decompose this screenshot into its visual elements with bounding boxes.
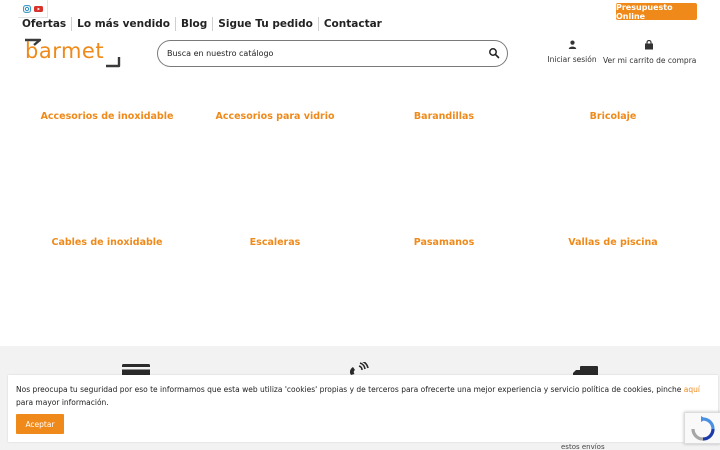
top-navigation — [18, 16, 387, 32]
nav-contactar[interactable]: Contactar — [318, 17, 387, 31]
login-label: Iniciar sesión — [547, 55, 597, 64]
user-icon — [568, 40, 577, 49]
nav-ofertas[interactable]: Ofertas — [22, 18, 67, 30]
cart-link[interactable] — [603, 40, 695, 68]
cookie-message — [16, 383, 706, 409]
search-icon[interactable] — [488, 47, 500, 59]
phone-signal-icon — [348, 362, 372, 376]
cookie-text-end: para mayor información. — [16, 398, 109, 407]
category-cables-de-inoxidable[interactable]: Cables de inoxidable — [51, 237, 163, 248]
recaptcha-badge[interactable] — [684, 412, 720, 444]
top-bar — [0, 0, 720, 36]
barmet-logo[interactable] — [22, 38, 124, 70]
category-vallas-de-piscina[interactable]: Vallas de piscina — [568, 237, 658, 248]
category-barandillas[interactable]: Barandillas — [413, 111, 475, 122]
shopping-bag-icon — [644, 40, 654, 50]
footer-shipping-text: estos envíos — [561, 443, 605, 450]
cookie-text-start: Nos preocupa tu seguridad por eso te informamos que esta web utiliza 'cookies' propias y de terceros para ofrecerte una mejor experiencia y servicio política de cookies, pinche — [16, 385, 684, 394]
logo-swoosh — [22, 38, 124, 70]
category-accesorios-para-vidrio[interactable]: Accesorios para vidrio — [215, 111, 335, 122]
online-quote-button[interactable]: Presupuesto Online — [616, 3, 697, 20]
category-escaleras[interactable]: Escaleras — [249, 237, 301, 248]
recaptcha-icon — [690, 416, 716, 442]
logo-text: barmet — [25, 39, 105, 63]
cookie-banner — [8, 375, 718, 442]
cart-label: Ver mi carrito de compra — [603, 56, 697, 65]
search-input[interactable] — [167, 46, 467, 61]
category-pasamanos[interactable]: Pasamanos — [413, 237, 475, 248]
youtube-icon[interactable] — [34, 5, 43, 13]
accept-cookies-button[interactable]: Aceptar — [16, 414, 64, 434]
nav-sigue-tu-pedido[interactable]: Sigue Tu pedido — [212, 17, 318, 31]
cookie-policy-link[interactable]: aquí — [683, 385, 700, 394]
nav-blog[interactable]: Blog — [175, 17, 212, 31]
instagram-icon[interactable] — [23, 5, 31, 13]
search-bar — [157, 40, 508, 67]
category-bricolaje[interactable]: Bricolaje — [589, 111, 637, 122]
nav-lo-mas-vendido[interactable]: Lo más vendido — [71, 17, 175, 31]
category-accesorios-de-inoxidable[interactable]: Accesorios de inoxidable — [40, 111, 174, 122]
login-link[interactable] — [545, 40, 599, 68]
